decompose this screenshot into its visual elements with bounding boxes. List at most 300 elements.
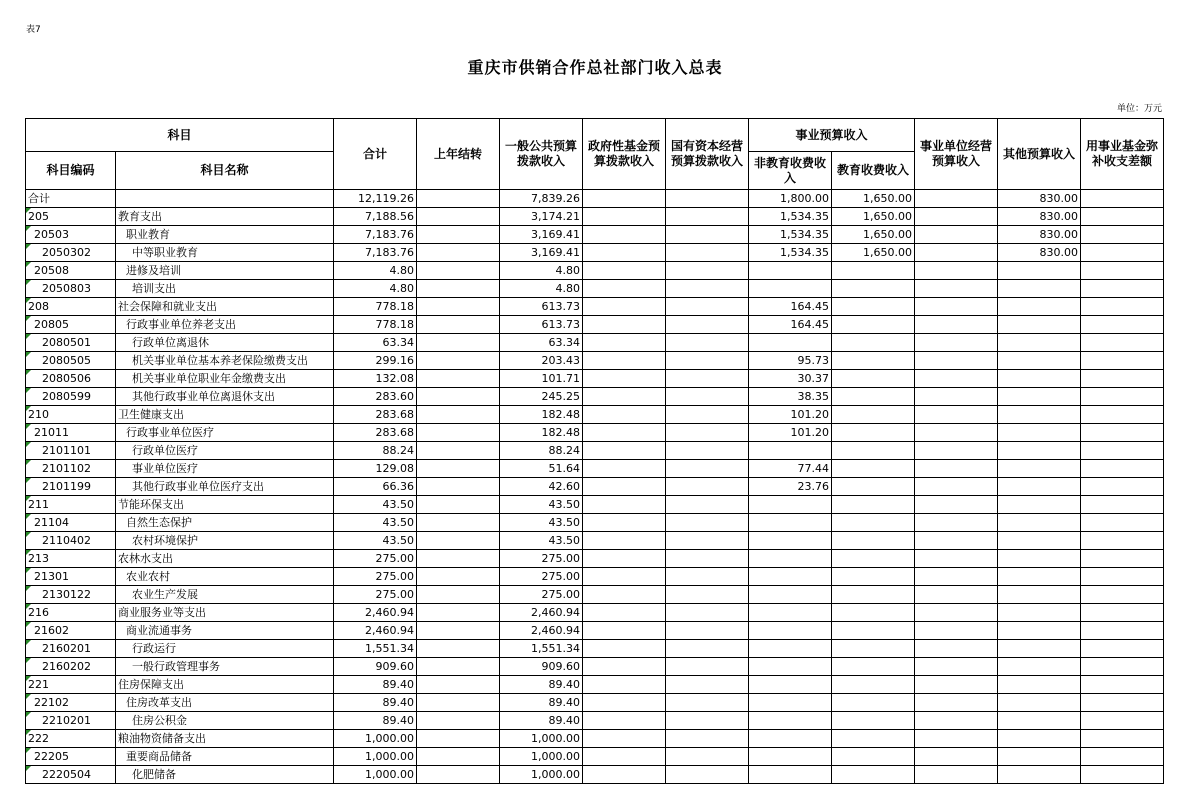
subject-code-text: 2130122: [42, 588, 91, 601]
cell-state-capital: [666, 694, 749, 712]
text-number-marker-icon: [26, 406, 31, 411]
cell-edu: 1,650.00: [832, 208, 915, 226]
cell-gov-fund: [583, 712, 666, 730]
cell-other: [998, 478, 1081, 496]
cell-general: 275.00: [500, 568, 583, 586]
cell-operating: [915, 280, 998, 298]
cell-fund-offset: [1081, 352, 1164, 370]
subject-name-text: 农业生产发展: [132, 588, 198, 601]
text-number-marker-icon: [26, 640, 31, 645]
cell-general: 88.24: [500, 442, 583, 460]
cell-carryover: [417, 658, 500, 676]
subject-name-text: 行政单位医疗: [132, 444, 198, 457]
cell-state-capital: [666, 604, 749, 622]
cell-subject-code: [26, 496, 116, 514]
cell-subject-code: [26, 550, 116, 568]
cell-subject-name: [116, 370, 334, 388]
subject-code-text: 221: [28, 678, 49, 691]
cell-gov-fund: [583, 604, 666, 622]
cell-general: 43.50: [500, 532, 583, 550]
cell-edu: 1,650.00: [832, 190, 915, 208]
cell-subject-code: [26, 262, 116, 280]
cell-subject-code: [26, 658, 116, 676]
text-number-marker-icon: [26, 244, 31, 249]
cell-other: [998, 280, 1081, 298]
header-subject-name: 科目名称: [116, 152, 334, 190]
cell-gov-fund: [583, 442, 666, 460]
cell-operating: [915, 730, 998, 748]
cell-general: 275.00: [500, 550, 583, 568]
cell-edu: [832, 370, 915, 388]
cell-subject-code: [26, 298, 116, 316]
subject-code-text: 216: [28, 606, 49, 619]
text-number-marker-icon: [26, 352, 31, 357]
text-number-marker-icon: [26, 712, 31, 717]
cell-total: 7,188.56: [334, 208, 417, 226]
cell-gov-fund: [583, 406, 666, 424]
cell-fund-offset: [1081, 208, 1164, 226]
cell-subject-name: [116, 694, 334, 712]
cell-state-capital: [666, 316, 749, 334]
cell-fund-offset: [1081, 388, 1164, 406]
cell-gov-fund: [583, 658, 666, 676]
cell-operating: [915, 406, 998, 424]
cell-gov-fund: [583, 262, 666, 280]
cell-other: [998, 316, 1081, 334]
cell-other: [998, 262, 1081, 280]
cell-carryover: [417, 226, 500, 244]
cell-non-edu: 95.73: [749, 352, 832, 370]
page-title: 重庆市供销合作总社部门收入总表: [467, 58, 723, 77]
cell-subject-name: [116, 316, 334, 334]
subject-name-text: 教育支出: [118, 210, 162, 223]
cell-carryover: [417, 370, 500, 388]
cell-state-capital: [666, 226, 749, 244]
table-row: [26, 748, 1164, 766]
cell-gov-fund: [583, 316, 666, 334]
text-number-marker-icon: [26, 460, 31, 465]
cell-operating: [915, 766, 998, 784]
cell-total: 43.50: [334, 532, 417, 550]
text-number-marker-icon: [26, 208, 31, 213]
cell-total: 299.16: [334, 352, 417, 370]
cell-fund-offset: [1081, 334, 1164, 352]
cell-carryover: [417, 712, 500, 730]
subject-code-text: 22205: [34, 750, 69, 763]
cell-subject-code: [26, 280, 116, 298]
cell-other: [998, 352, 1081, 370]
cell-edu: 1,650.00: [832, 244, 915, 262]
cell-state-capital: [666, 550, 749, 568]
cell-non-edu: 77.44: [749, 460, 832, 478]
cell-carryover: [417, 766, 500, 784]
cell-subject-name: [116, 676, 334, 694]
cell-edu: [832, 442, 915, 460]
table-row: [26, 730, 1164, 748]
cell-state-capital: [666, 388, 749, 406]
subject-name-text: 行政事业单位养老支出: [126, 318, 236, 331]
cell-total: 778.18: [334, 298, 417, 316]
cell-state-capital: [666, 280, 749, 298]
subject-code-text: 2080599: [42, 390, 91, 403]
header-non-edu-fee: 非教育收费收入: [749, 152, 832, 190]
cell-general: 43.50: [500, 514, 583, 532]
subject-code-text: 合计: [28, 192, 50, 205]
unit-label: 单位：万元: [1116, 104, 1162, 114]
cell-subject-code: [26, 388, 116, 406]
cell-total: 283.60: [334, 388, 417, 406]
cell-subject-name: [116, 586, 334, 604]
cell-edu: [832, 730, 915, 748]
cell-operating: [915, 694, 998, 712]
cell-fund-offset: [1081, 766, 1164, 784]
cell-subject-name: [116, 262, 334, 280]
cell-edu: [832, 514, 915, 532]
cell-carryover: [417, 460, 500, 478]
subject-code-text: 2160201: [42, 642, 91, 655]
cell-other: 830.00: [998, 208, 1081, 226]
cell-operating: [915, 478, 998, 496]
cell-fund-offset: [1081, 694, 1164, 712]
cell-other: [998, 532, 1081, 550]
text-number-marker-icon: [26, 532, 31, 537]
cell-fund-offset: [1081, 604, 1164, 622]
cell-subject-name: [116, 568, 334, 586]
text-number-marker-icon: [26, 226, 31, 231]
cell-non-edu: 23.76: [749, 478, 832, 496]
cell-carryover: [417, 262, 500, 280]
cell-state-capital: [666, 514, 749, 532]
cell-state-capital: [666, 406, 749, 424]
cell-non-edu: [749, 604, 832, 622]
cell-carryover: [417, 532, 500, 550]
cell-general: 89.40: [500, 694, 583, 712]
cell-non-edu: 1,534.35: [749, 244, 832, 262]
cell-carryover: [417, 676, 500, 694]
cell-operating: [915, 334, 998, 352]
cell-subject-code: [26, 604, 116, 622]
cell-operating: [915, 748, 998, 766]
cell-subject-name: [116, 298, 334, 316]
cell-total: 1,000.00: [334, 730, 417, 748]
cell-operating: [915, 514, 998, 532]
subject-code-text: 2080505: [42, 354, 91, 367]
cell-fund-offset: [1081, 370, 1164, 388]
cell-operating: [915, 226, 998, 244]
text-number-marker-icon: [26, 388, 31, 393]
subject-name-text: 住房改革支出: [126, 696, 192, 709]
cell-other: [998, 442, 1081, 460]
cell-carryover: [417, 280, 500, 298]
cell-other: 830.00: [998, 244, 1081, 262]
cell-non-edu: [749, 766, 832, 784]
header-other: 其他预算收入: [998, 119, 1081, 190]
cell-operating: [915, 712, 998, 730]
cell-operating: [915, 604, 998, 622]
cell-total: 275.00: [334, 550, 417, 568]
cell-fund-offset: [1081, 406, 1164, 424]
cell-total: 63.34: [334, 334, 417, 352]
cell-state-capital: [666, 424, 749, 442]
cell-general: 4.80: [500, 280, 583, 298]
cell-subject-name: [116, 748, 334, 766]
table-row: [26, 298, 1164, 316]
cell-subject-code: [26, 640, 116, 658]
cell-non-edu: 164.45: [749, 298, 832, 316]
text-number-marker-icon: [26, 478, 31, 483]
cell-edu: [832, 568, 915, 586]
subject-code-text: 208: [28, 300, 49, 313]
cell-operating: [915, 640, 998, 658]
header-carryover: 上年结转: [417, 119, 500, 190]
cell-operating: [915, 370, 998, 388]
cell-subject-name: [116, 460, 334, 478]
cell-gov-fund: [583, 496, 666, 514]
text-number-marker-icon: [26, 298, 31, 303]
cell-edu: [832, 496, 915, 514]
cell-non-edu: [749, 658, 832, 676]
text-number-marker-icon: [26, 568, 31, 573]
text-number-marker-icon: [26, 316, 31, 321]
cell-operating: [915, 676, 998, 694]
table-row: [26, 478, 1164, 496]
subject-name-text: 住房保障支出: [118, 678, 184, 691]
cell-total: 2,460.94: [334, 604, 417, 622]
cell-non-edu: [749, 640, 832, 658]
cell-edu: [832, 460, 915, 478]
cell-operating: [915, 352, 998, 370]
cell-other: [998, 298, 1081, 316]
cell-other: [998, 676, 1081, 694]
cell-state-capital: [666, 568, 749, 586]
cell-non-edu: 101.20: [749, 406, 832, 424]
cell-fund-offset: [1081, 298, 1164, 316]
cell-non-edu: [749, 676, 832, 694]
cell-gov-fund: [583, 550, 666, 568]
subject-code-text: 2101101: [42, 444, 91, 457]
cell-edu: [832, 658, 915, 676]
cell-edu: [832, 478, 915, 496]
cell-fund-offset: [1081, 622, 1164, 640]
cell-state-capital: [666, 244, 749, 262]
subject-code-text: 2160202: [42, 660, 91, 673]
table-row: [26, 586, 1164, 604]
cell-gov-fund: [583, 622, 666, 640]
cell-operating: [915, 316, 998, 334]
subject-name-text: 进修及培训: [126, 264, 181, 277]
cell-subject-name: [116, 622, 334, 640]
cell-non-edu: 164.45: [749, 316, 832, 334]
subject-code-text: 2050302: [42, 246, 91, 259]
cell-total: 7,183.76: [334, 226, 417, 244]
subject-name-text: 行政运行: [132, 642, 176, 655]
cell-fund-offset: [1081, 478, 1164, 496]
subject-name-text: 事业单位医疗: [132, 462, 198, 475]
subject-name-text: 机关事业单位基本养老保险缴费支出: [132, 354, 308, 367]
header-total: 合计: [334, 119, 417, 190]
cell-subject-name: [116, 352, 334, 370]
cell-gov-fund: [583, 766, 666, 784]
subject-code-text: 205: [28, 210, 49, 223]
cell-carryover: [417, 586, 500, 604]
cell-gov-fund: [583, 298, 666, 316]
cell-fund-offset: [1081, 226, 1164, 244]
cell-other: [998, 586, 1081, 604]
cell-fund-offset: [1081, 568, 1164, 586]
table-row: [26, 496, 1164, 514]
subject-name-text: 其他行政事业单位离退休支出: [132, 390, 275, 403]
subject-name-text: 住房公积金: [132, 714, 187, 727]
cell-state-capital: [666, 478, 749, 496]
cell-subject-code: [26, 334, 116, 352]
cell-other: [998, 496, 1081, 514]
cell-subject-name: [116, 712, 334, 730]
table-row: [26, 352, 1164, 370]
text-number-marker-icon: [26, 586, 31, 591]
cell-gov-fund: [583, 748, 666, 766]
subject-name-text: 一般行政管理事务: [132, 660, 220, 673]
text-number-marker-icon: [26, 442, 31, 447]
cell-subject-name: [116, 658, 334, 676]
cell-carryover: [417, 748, 500, 766]
cell-operating: [915, 388, 998, 406]
cell-subject-name: [116, 766, 334, 784]
subject-name-text: 培训支出: [132, 282, 176, 295]
cell-edu: [832, 550, 915, 568]
cell-general: 7,839.26: [500, 190, 583, 208]
cell-state-capital: [666, 622, 749, 640]
cell-subject-code: [26, 244, 116, 262]
cell-state-capital: [666, 676, 749, 694]
cell-other: [998, 622, 1081, 640]
text-number-marker-icon: [26, 748, 31, 753]
cell-carryover: [417, 334, 500, 352]
cell-operating: [915, 622, 998, 640]
cell-gov-fund: [583, 190, 666, 208]
cell-total: 909.60: [334, 658, 417, 676]
table-row: [26, 370, 1164, 388]
table-row: [26, 640, 1164, 658]
cell-state-capital: [666, 766, 749, 784]
cell-gov-fund: [583, 244, 666, 262]
cell-non-edu: [749, 532, 832, 550]
cell-edu: [832, 676, 915, 694]
cell-edu: [832, 280, 915, 298]
cell-subject-name: [116, 406, 334, 424]
cell-total: 2,460.94: [334, 622, 417, 640]
cell-total: 7,183.76: [334, 244, 417, 262]
table-row: [26, 226, 1164, 244]
cell-subject-name: [116, 514, 334, 532]
cell-carryover: [417, 496, 500, 514]
cell-subject-code: [26, 406, 116, 424]
cell-state-capital: [666, 370, 749, 388]
cell-total: 275.00: [334, 568, 417, 586]
cell-gov-fund: [583, 568, 666, 586]
subject-name-text: 粮油物资储备支出: [118, 732, 206, 745]
cell-total: 12,119.26: [334, 190, 417, 208]
cell-other: [998, 712, 1081, 730]
cell-non-edu: [749, 622, 832, 640]
cell-carryover: [417, 406, 500, 424]
cell-carryover: [417, 478, 500, 496]
cell-operating: [915, 586, 998, 604]
cell-fund-offset: [1081, 496, 1164, 514]
cell-edu: [832, 622, 915, 640]
cell-other: [998, 604, 1081, 622]
cell-other: 830.00: [998, 226, 1081, 244]
cell-gov-fund: [583, 532, 666, 550]
cell-other: [998, 460, 1081, 478]
text-number-marker-icon: [26, 262, 31, 267]
cell-subject-code: [26, 532, 116, 550]
cell-other: [998, 514, 1081, 532]
table-row: [26, 424, 1164, 442]
subject-code-text: 2080506: [42, 372, 91, 385]
subject-code-text: 20805: [34, 318, 69, 331]
cell-subject-code: [26, 442, 116, 460]
subject-code-text: 2110402: [42, 534, 91, 547]
cell-total: 89.40: [334, 694, 417, 712]
cell-carryover: [417, 442, 500, 460]
cell-edu: [832, 766, 915, 784]
cell-subject-code: [26, 226, 116, 244]
cell-non-edu: [749, 496, 832, 514]
cell-subject-name: [116, 730, 334, 748]
cell-gov-fund: [583, 586, 666, 604]
cell-subject-code: [26, 586, 116, 604]
cell-state-capital: [666, 730, 749, 748]
table-row: [26, 766, 1164, 784]
cell-carryover: [417, 550, 500, 568]
cell-carryover: [417, 424, 500, 442]
cell-non-edu: [749, 280, 832, 298]
table-row: [26, 190, 1164, 208]
cell-operating: [915, 262, 998, 280]
cell-total: 778.18: [334, 316, 417, 334]
cell-subject-code: [26, 352, 116, 370]
subject-name-text: 重要商品储备: [126, 750, 192, 763]
table-row: [26, 514, 1164, 532]
text-number-marker-icon: [26, 334, 31, 339]
cell-gov-fund: [583, 676, 666, 694]
cell-subject-name: [116, 550, 334, 568]
cell-gov-fund: [583, 370, 666, 388]
cell-operating: [915, 496, 998, 514]
cell-fund-offset: [1081, 658, 1164, 676]
cell-fund-offset: [1081, 316, 1164, 334]
cell-general: 2,460.94: [500, 604, 583, 622]
cell-non-edu: [749, 262, 832, 280]
cell-other: [998, 550, 1081, 568]
cell-general: 51.64: [500, 460, 583, 478]
header-general-budget: 一般公共预算拨款收入: [500, 119, 583, 190]
subject-code-text: 21602: [34, 624, 69, 637]
cell-edu: [832, 604, 915, 622]
cell-fund-offset: [1081, 712, 1164, 730]
cell-fund-offset: [1081, 280, 1164, 298]
cell-subject-code: [26, 568, 116, 586]
text-number-marker-icon: [26, 604, 31, 609]
cell-other: [998, 406, 1081, 424]
cell-fund-offset: [1081, 532, 1164, 550]
cell-subject-code: [26, 478, 116, 496]
cell-fund-offset: [1081, 730, 1164, 748]
cell-edu: [832, 586, 915, 604]
cell-state-capital: [666, 658, 749, 676]
subject-name-text: 其他行政事业单位医疗支出: [132, 480, 264, 493]
cell-general: 1,551.34: [500, 640, 583, 658]
